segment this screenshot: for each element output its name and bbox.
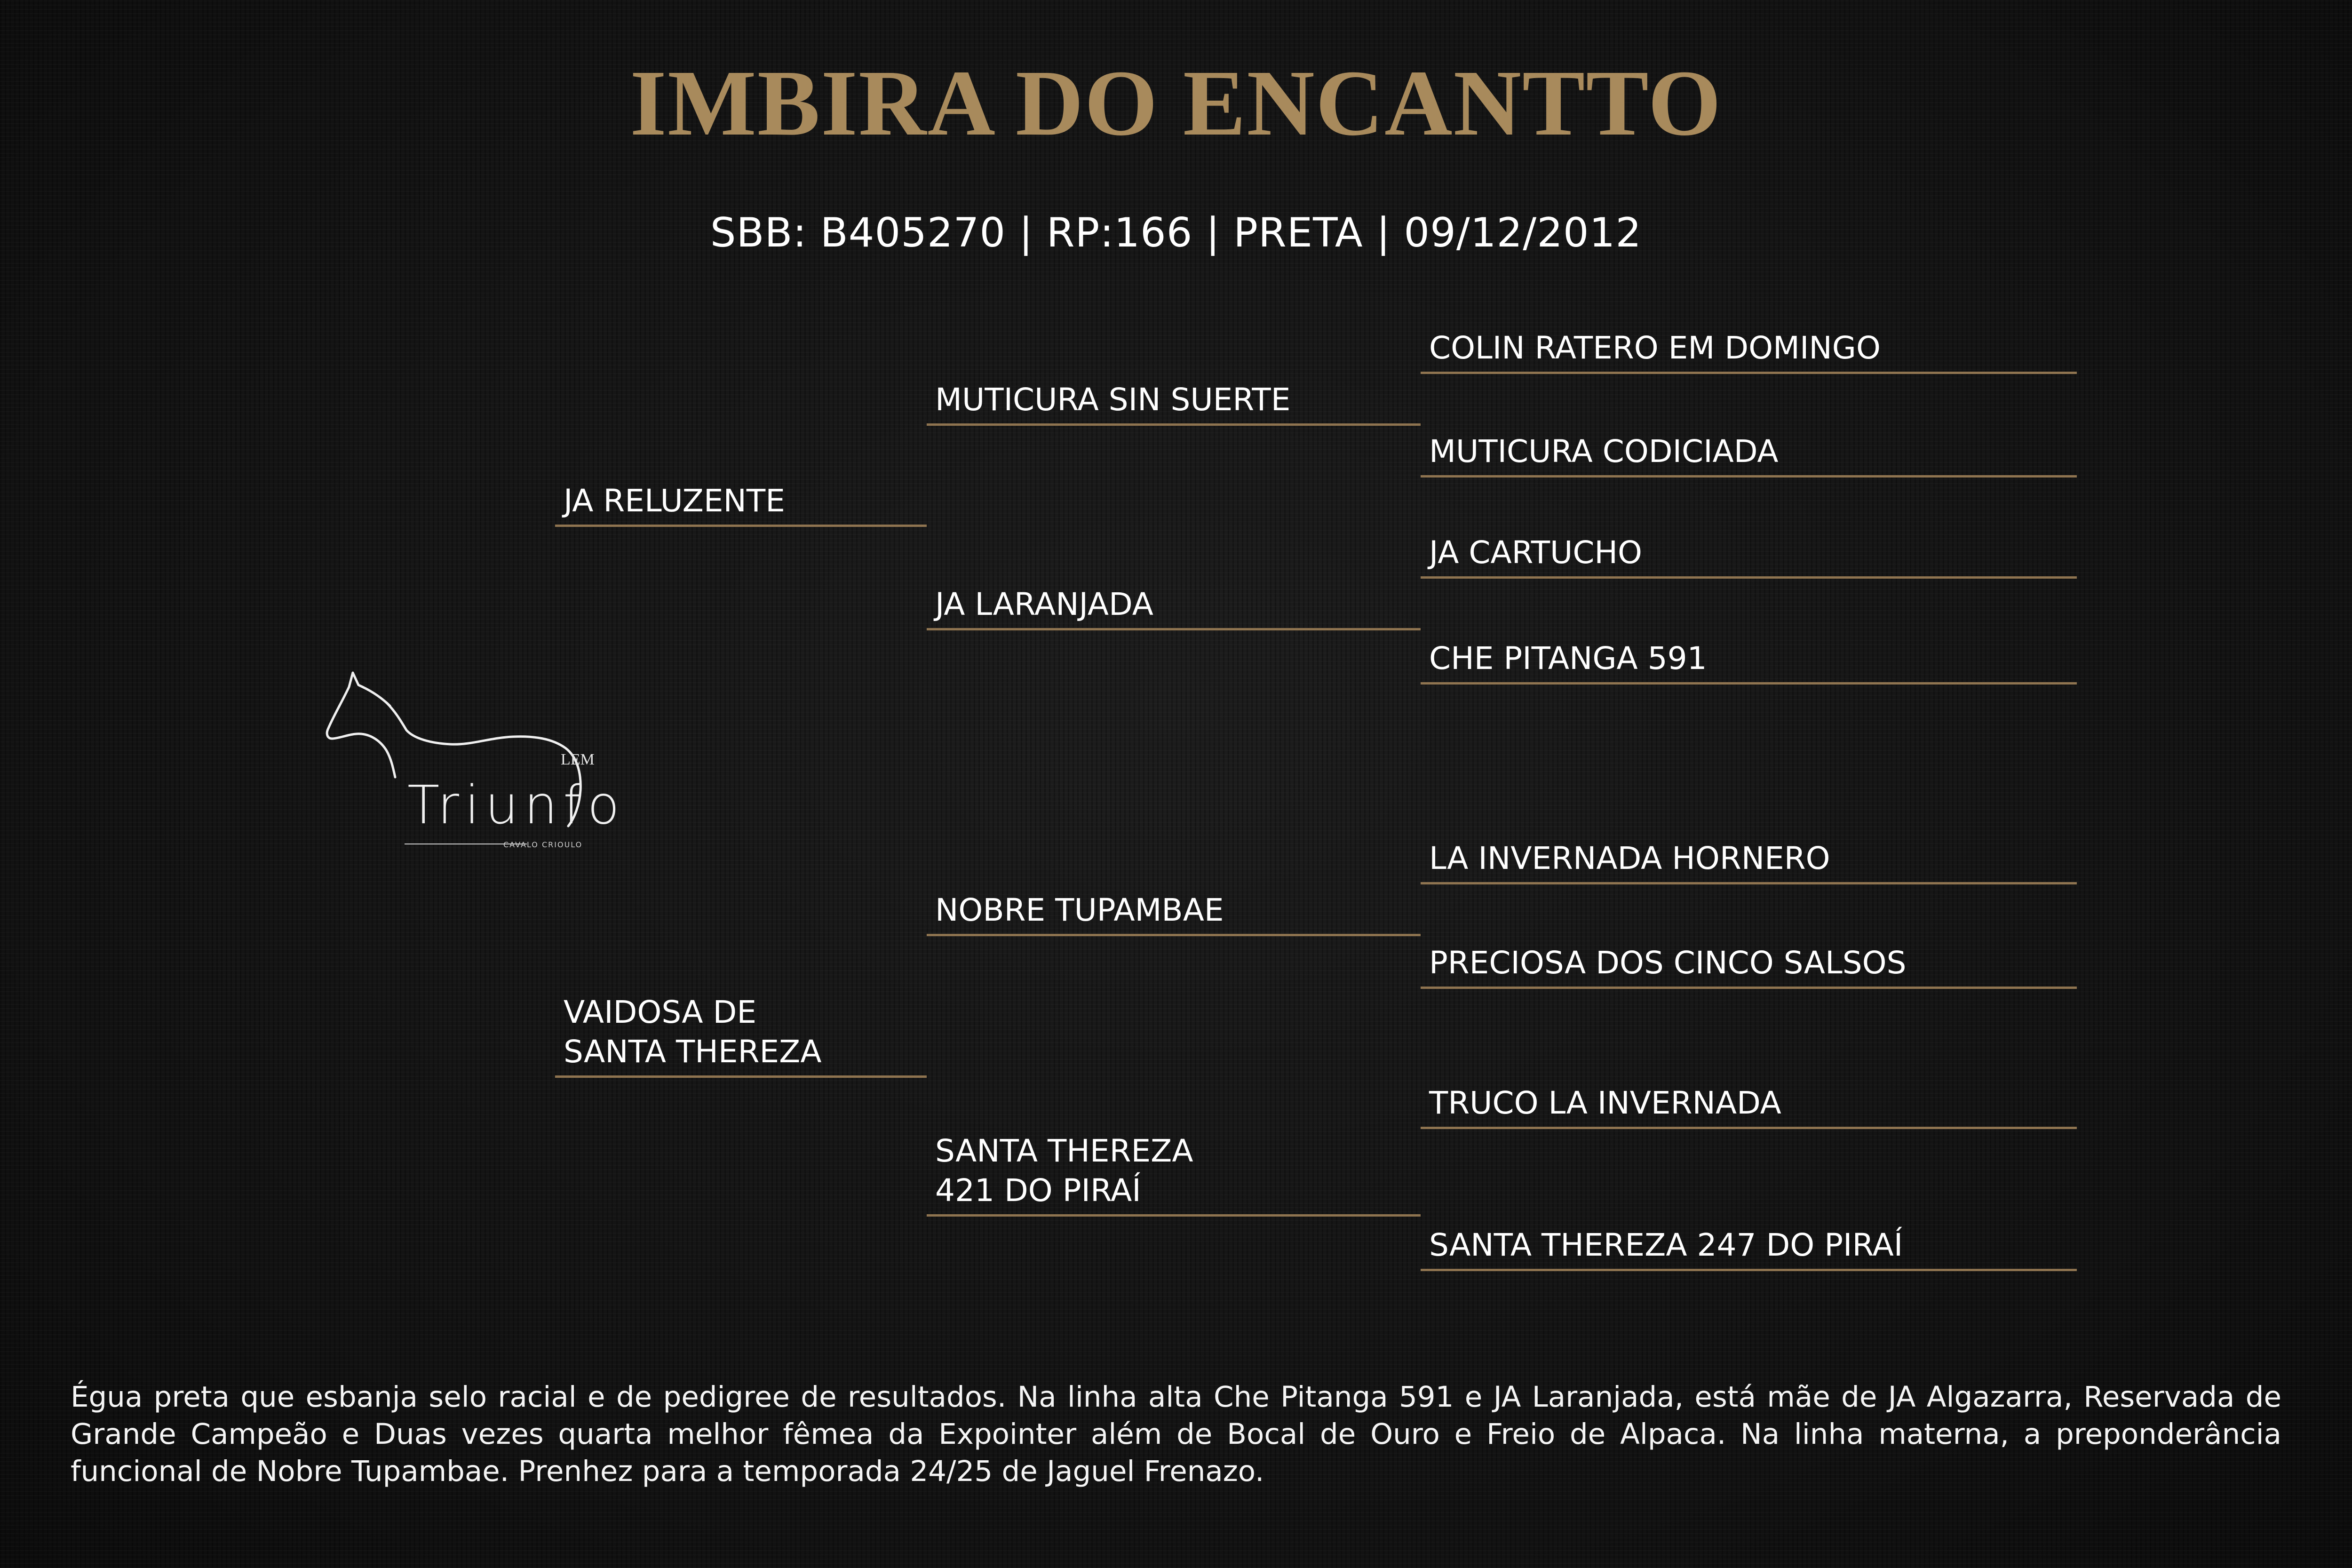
pedigree-gen3-entry bbox=[1421, 322, 2077, 374]
pedigree-sire-dam-label: JA LARANJADA bbox=[935, 586, 1153, 622]
pedigree-dam-sire-label: NOBRE TUPAMBAE bbox=[935, 892, 1224, 928]
pedigree-gen3-label: JA CARTUCHO bbox=[1429, 534, 1643, 571]
pedigree-gen3-entry bbox=[1421, 937, 2077, 989]
pedigree-sire-label: JA RELUZENTE bbox=[564, 483, 785, 519]
pedigree-dam bbox=[555, 995, 927, 1078]
pedigree-gen3-label: PRECIOSA DOS CINCO SALSOS bbox=[1429, 945, 1907, 981]
pedigree-gen3-label: COLIN RATERO EM DOMINGO bbox=[1429, 330, 1881, 366]
pedigree-dam-dam-line2: 421 DO PIRAÍ bbox=[935, 1172, 1141, 1209]
pedigree-sire-sire bbox=[927, 374, 1421, 426]
pedigree-gen3-label: LA INVERNADA HORNERO bbox=[1429, 840, 1830, 876]
horse-name-title: IMBIRA DO ENCANTTO bbox=[630, 51, 1722, 155]
pedigree-gen3-entry bbox=[1421, 833, 2077, 884]
pedigree-gen3-label: MUTICURA CODICIADA bbox=[1429, 433, 1779, 470]
pedigree-sire-dam bbox=[927, 579, 1421, 630]
pedigree-dam-dam-line1: SANTA THEREZA bbox=[935, 1133, 1193, 1169]
pedigree-dam-line1: VAIDOSA DE bbox=[564, 994, 757, 1030]
logo-monogram: LEM bbox=[561, 751, 595, 768]
pedigree-dam-dam bbox=[927, 1134, 1421, 1217]
pedigree-gen3-label: TRUCO LA INVERNADA bbox=[1429, 1085, 1781, 1121]
horse-description: Égua preta que esbanja selo racial e de pedigree de resultados. Na linha alta Che Pitanga 591 e JA Laranjada, está mãe de JA Algazarra, Reservada de Grande Campeão e Duas vezes quarta melhor fêmea da Expointer além de Bocal de Ouro e Freio de Alpaca. Na linha materna, a preponderância funcional de Nobre Tupambae. Prenhez para a temporada 24/25 de Jaguel Frenazo. bbox=[71, 1380, 2281, 1488]
pedigree-sire bbox=[555, 475, 927, 527]
triunfo-logo bbox=[325, 668, 635, 847]
pedigree-gen3-entry bbox=[1421, 1219, 2077, 1271]
pedigree-gen3-entry bbox=[1421, 527, 2077, 579]
pedigree-dam-line2: SANTA THEREZA bbox=[564, 1034, 822, 1070]
pedigree-dam-sire bbox=[927, 884, 1421, 936]
pedigree-gen3-label: SANTA THEREZA 247 DO PIRAÍ bbox=[1429, 1227, 1903, 1263]
pedigree-gen3-entry bbox=[1421, 1077, 2077, 1129]
pedigree-sire-sire-label: MUTICURA SIN SUERTE bbox=[935, 382, 1291, 418]
logo-wordmark: Triunfo bbox=[407, 775, 626, 836]
pedigree-gen3-entry bbox=[1421, 426, 2077, 478]
logo-tagline: CAVALO CRIOULO bbox=[503, 840, 583, 849]
registration-details: SBB: B405270 | RP:166 | PRETA | 09/12/2012 bbox=[710, 209, 1642, 256]
pedigree-gen3-label: CHE PITANGA 591 bbox=[1429, 640, 1707, 677]
pedigree-gen3-entry bbox=[1421, 633, 2077, 685]
